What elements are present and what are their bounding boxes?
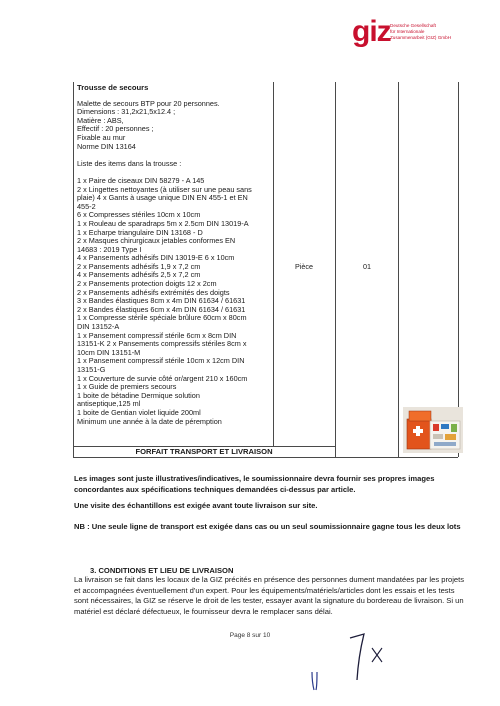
section-title: 3. CONDITIONS ET LIEU DE LIVRAISON [90, 566, 234, 575]
logo-line: Deutsche Gesellschaft [390, 23, 436, 28]
forfait-row: FORFAIT TRANSPORT ET LIVRAISON [135, 447, 273, 456]
logo-line: für Internationale [390, 29, 425, 34]
page-number: Page 8 sur 10 [229, 632, 271, 639]
item-line: 2 x Bandes élastiques 6cm x 4m DIN 61634 / 61631 [77, 304, 246, 314]
item-line: Liste des items dans la trousse : [77, 158, 182, 168]
item-line: Minimum une année à la date de péremption [77, 416, 222, 426]
table-border [458, 82, 459, 457]
item-line: Malette de secours BTP pour 20 personnes. [77, 98, 220, 108]
item-line: 3 x Bandes élastiques 8cm x 4m DIN 61634 / 61631 [77, 296, 246, 306]
unit-cell: Pièce [295, 262, 313, 271]
table-border [73, 457, 458, 458]
item-line: 2 x Pansements adhésifs extrémités des doigts [77, 287, 230, 297]
item-line: Dimensions : 31,2x21,5x12.4 ; [77, 107, 176, 117]
item-line: antiseptique,125 ml [77, 399, 141, 409]
specification-table [73, 82, 458, 457]
first-aid-kit-image [403, 407, 463, 453]
item-line: 2 x Pansements protection doigts 12 x 2cm [77, 279, 217, 289]
item-line: 1 x Pansement compressif stérile 6cm x 8cm DIN [77, 330, 237, 340]
item-line: 1 x Rouleau de sparadraps 5m x 2.5cm DIN 13019-A [77, 218, 249, 228]
item-line: 1 x Echarpe triangulaire DIN 13168 - D [77, 227, 203, 237]
item-line: Matière : ABS, [77, 115, 124, 125]
item-line: 1 boite de bétadine Dermique solution [77, 390, 200, 400]
item-title: Trousse de secours [77, 83, 149, 92]
item-line: 13151-K 2 x Pansements compressifs stériles 8cm x [77, 339, 247, 349]
item-line: 2 x Masques chirurgicaux jetables conformes EN [77, 236, 236, 246]
item-line: 6 x Compresses stériles 10cm x 10cm [77, 210, 201, 220]
logo-line: Zusammenarbeit (GIZ) GmbH [390, 35, 452, 40]
item-line: 13151-G [77, 365, 106, 374]
item-line: 455-2 [77, 201, 96, 211]
item-line: 1 x Couverture de survie côté or/argent 210 x 160cm [77, 373, 248, 383]
item-line: DIN 13152-A [77, 322, 120, 332]
quantity-cell: 01 [363, 262, 371, 271]
images-note: Les images sont juste illustratives/indicatives, le soumissionnaire devra fournir ses propres images concordantes aux spécifications techniques demandées ci-dessus par article. [74, 474, 435, 494]
giz-logo-mark: giz [352, 15, 391, 48]
item-line: Fixable au mur [77, 132, 126, 142]
item-line: 1 x Paire de ciseaux DIN 58279 - A 145 [77, 175, 205, 185]
item-line: Norme DIN 13164 [77, 141, 136, 151]
item-description [77, 84, 315, 426]
item-line: plaie) 4 x Gants à usage unique DIN EN 455-1 et EN [77, 193, 248, 203]
item-line: 2 x Lingettes nettoyantes (à utiliser sur une peau sans [77, 184, 252, 194]
item-line: 1 x Pansement compressif stérile 10cm x 12cm DIN [77, 356, 245, 366]
item-line: 1 x Compresse stérile spéciale brûlure 60cm x 80cm [77, 313, 247, 323]
giz-logo [352, 14, 472, 54]
transport-note: NB : Une seule ligne de transport est exigée dans cas ou un seul soumissionnaire gagne tous les deux lots [74, 522, 461, 531]
item-line: 1 boite de Gentian violet liquide 200ml [77, 407, 201, 417]
delivery-text: La livraison se fait dans les locaux de la GIZ précités en présence des personnes dument mandatées par les projets et accompagnées éventuellement d'un expert. Pour les équipements/matériels/articles dont les essais et les tests sont nécessaires, la GIZ se réserve le droit de les tester, essayer avant la signature du bordereau de livraison. Si un matériel est déclaré défectueux, le fournisseur devra le remplacer sans délai. [74, 575, 465, 616]
table-border [73, 82, 74, 457]
handwritten-initials [300, 632, 410, 692]
item-line: 4 x Pansements adhésifs DIN 13019-E 6 x 10cm [77, 253, 235, 263]
item-line: 14683 : 2019 Type I [77, 244, 142, 254]
samples-note: Une visite des échantillons est exigée avant toute livraison sur site. [74, 501, 318, 510]
item-line: 4 x Pansements adhésifs 2,5 x 7,2 cm [77, 270, 201, 280]
item-line: 2 x Pansements adhésifs 1,9 x 7,2 cm [77, 261, 201, 271]
item-line: 10cm DIN 13151-M [77, 347, 141, 357]
giz-logo-text [390, 23, 470, 41]
table-border [398, 82, 399, 457]
item-line: Effectif : 20 personnes ; [77, 124, 154, 134]
item-line: 1 x Guide de premiers secours [77, 382, 177, 392]
